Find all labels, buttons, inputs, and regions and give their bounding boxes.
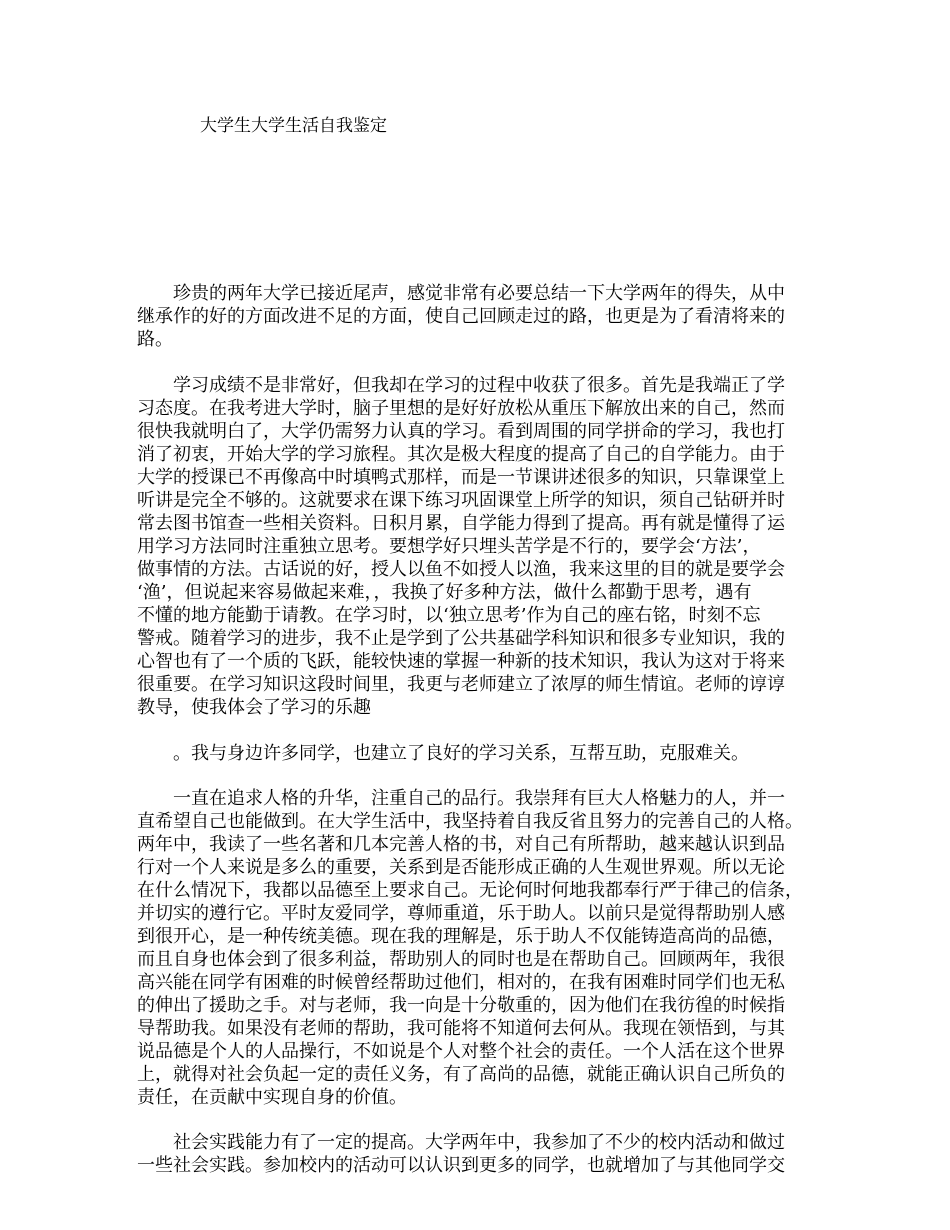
- text-line: 高兴能在同学有困难的时候曾经帮助过他们，相对的，在我有困难时同学们也无私: [137, 972, 785, 993]
- text-line: ‘渔’，但说起来容易做起来难，，我换了好多种方法，做什么都勤于思考，遇有: [137, 582, 752, 603]
- text-line: 并切实的遵行它。平时友爱同学，尊师重道，乐于助人。以前只是觉得帮助别人感: [137, 903, 785, 924]
- text-line: 习态度。在我考进大学时，脑子里想的是好好放松从重压下解放出来的自己，然而: [137, 398, 785, 419]
- text-line: 说品德是个人的人品操行，不如说是个人对整个社会的责任。一个人活在这个世界: [137, 1041, 785, 1062]
- text-line: 两年中，我读了一些名著和几本完善人格的书，对自己有所帮助，越来越认识到品: [137, 834, 785, 855]
- text-line: 一些社会实践。参加校内的活动可以认识到更多的同学，也就增加了与其他同学交: [137, 1155, 785, 1176]
- text-line: 学习成绩不是非常好，但我却在学习的过程中收获了很多。首先是我端正了学: [173, 375, 785, 396]
- text-line: 警戒。随着学习的进步，我不止是学到了公共基础学科知识和很多专业知识，我的: [137, 628, 785, 649]
- text-line: 。我与身边许多同学，也建立了良好的学习关系，互帮互助，克服难关。: [173, 743, 749, 764]
- text-line: 用学习方法同时注重独立思考。要想学好只埋头苦学是不行的，要学会‘方法’，: [137, 536, 761, 557]
- text-line: 做事情的方法。古话说的好，授人以鱼不如授人以渔，我来这里的目的就是要学会: [137, 559, 785, 580]
- text-line: 听讲是完全不够的。这就要求在课下练习巩固课堂上所学的知识，须自己钻研并时: [137, 490, 785, 511]
- text-line: 继承作的好的方面改进不足的方面，使自己回顾走过的路，也更是为了看清将来的: [137, 306, 785, 327]
- text-line: 责任，在贡献中实现自身的价值。: [137, 1087, 407, 1108]
- text-line: 一直在追求人格的升华，注重自己的品行。我崇拜有巨大人格魅力的人，并一: [173, 788, 785, 809]
- text-line: 很快我就明白了，大学仍需努力认真的学习。看到周围的同学拼命的学习，我也打: [137, 421, 785, 442]
- text-line: 大学的授课已不再像高中时填鸭式那样，而是一节课讲述很多的知识，只靠课堂上: [137, 467, 785, 488]
- document-body: [137, 282, 827, 1199]
- text-line: 心智也有了一个质的飞跃，能较快速的掌握一种新的技术知识，我认为这对于将来: [137, 651, 785, 672]
- paragraph-study: [137, 374, 827, 719]
- text-line: 上，就得对社会负起一定的责任义务，有了高尚的品德，就能正确认识自己所负的: [137, 1064, 785, 1085]
- text-line: 的伸出了援助之手。对与老师，我一向是十分敬重的，因为他们在我彷徨的时候指: [137, 995, 785, 1016]
- text-line: 珍贵的两年大学已接近尾声，感觉非常有必要总结一下大学两年的得失，从中: [173, 283, 785, 304]
- text-line: 行对一个人来说是多么的重要，关系到是否能形成正确的人生观世界观。所以无论: [137, 857, 785, 878]
- paragraph-character: [137, 787, 827, 1109]
- text-line: 路。: [137, 329, 173, 350]
- text-line: 很重要。在学习知识这段时间里，我更与老师建立了浓厚的师生情谊。老师的谆谆: [137, 674, 785, 695]
- text-line: 而且自身也体会到了很多利益，帮助别人的同时也是在帮助自己。回顾两年，我很: [137, 949, 785, 970]
- document-title: 大学生大学生活自我鉴定: [200, 116, 387, 136]
- text-line: 直希望自己也能做到。在大学生活中，我坚持着自我反省且努力的完善自己的人格。: [137, 811, 803, 832]
- text-line: 教导，使我体会了学习的乐趣: [137, 697, 371, 718]
- paragraph-classmates: [137, 742, 827, 765]
- text-line: 常去图书馆查一些相关资料。日积月累，自学能力得到了提高。再有就是懂得了运: [137, 513, 785, 534]
- text-line: 导帮助我。如果没有老师的帮助，我可能将不知道何去何从。我现在领悟到，与其: [137, 1018, 785, 1039]
- text-line: 在什么情况下，我都以品德至上要求自己。无论何时何地我都奉行严于律己的信条，: [137, 880, 803, 901]
- text-line: 到很开心，是一种传统美德。现在我的理解是，乐于助人不仅能铸造高尚的品德，: [137, 926, 785, 947]
- text-line: 消了初衷，开始大学的学习旅程。其次是极大程度的提高了自己的自学能力。由于: [137, 444, 785, 465]
- paragraph-practice: [137, 1131, 827, 1177]
- paragraph-intro: [137, 282, 827, 351]
- text-line: 社会实践能力有了一定的提高。大学两年中，我参加了不少的校内活动和做过: [173, 1132, 785, 1153]
- text-line: 不懂的地方能勤于请教。在学习时，以‘独立思考’作为自己的座右铭，时刻不忘: [137, 605, 761, 626]
